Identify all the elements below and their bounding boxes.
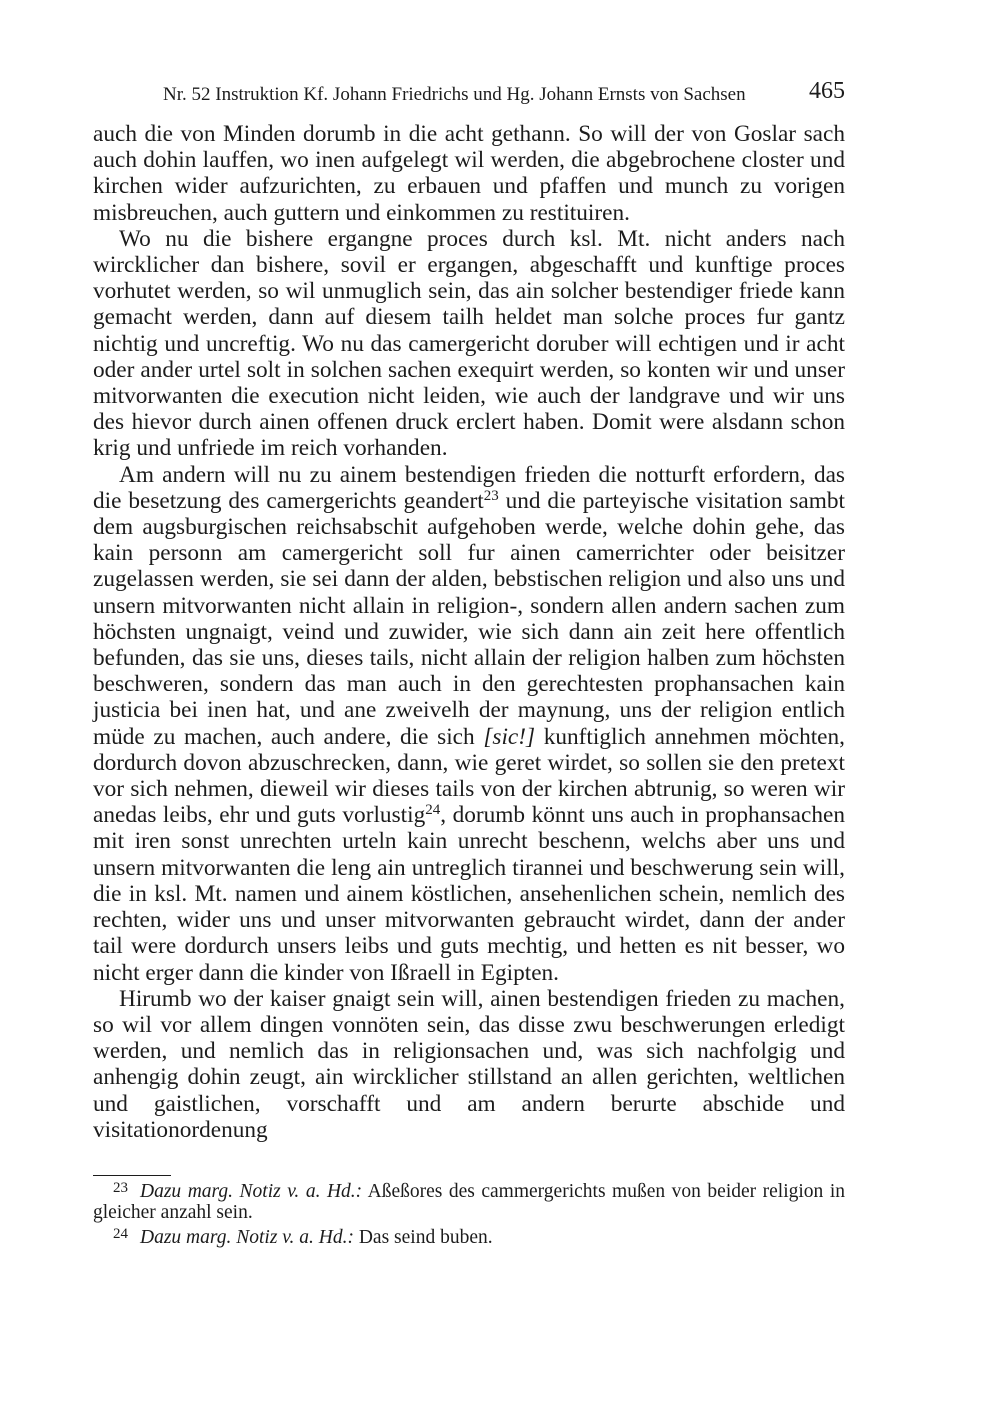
paragraph-3-text-d: , dorumb könnt uns auch in prophansachen mit iren sonst unrechten urteln kain unrecht beschenn, welchs aber uns und unsern mitvorwanten die leng ain untreglich tirannei und beschwerung sein will, die in ksl. Mt. namen und ainem köstlichen, ansehenlichen schein, nemlich des rechten, wider uns und unser mitvorwanten gebraucht wirdet, dann der ander tail were dordurch unsers leibs und guts mechtig, und hetten es nit besser, wo nicht erger dann die kinder von Ißraell in Egipten. <box>93 802 845 986</box>
main-text <box>93 121 845 1143</box>
paragraph-1: auch die von Minden dorumb in die acht gethann. So will der von Goslar sach auch dohin lauffen, wo inen aufgelegt wil werden, die abgebrochene closter und kirchen wider aufzurichten, zu erbauen und pfaffen und munch zu vorigen misbreuchen, auch guttern und einkommen zu restituiren. <box>93 121 845 226</box>
running-head-title: Nr. 52 Instruktion Kf. Johann Friedrichs und Hg. Johann Ernsts von Sachsen <box>163 84 746 105</box>
footnote-marker: Dazu marg. Notiz v. a. Hd.: <box>140 1227 354 1248</box>
paragraph-3 <box>93 462 845 986</box>
footnote-ref-23[interactable]: 23 <box>483 487 499 504</box>
footnote-23: 23 Dazu marg. Notiz v. a. Hd.: Aßeßores des cammergerichts mußen von beider religion in gleicher anzahl sein. <box>93 1180 845 1223</box>
paragraph-3-text-b: und die parteyische visitation sambt dem augsburgischen reichsabschit aufgehoben werde, welche dohin gehe, das kain personn am camergericht soll fur ainen camerrichter oder beisitzer zugelassen werden, sie sei dann der alden, bebstischen religion und also uns und unsern mitvorwanten nicht allain in religion-, sondern allen andern sachen zum höchsten ungnaigt, veind und zuwider, wie sich dann ain zeit here offentlich befunden, das sie uns, dieses tails, nicht allain der religion halben zum höchsten beschweren, sondern das man auch in den gerechtesten prophansachen kain justicia bei inen hat, und ane zweivelh der maynung, uns der religion entlich müde zu machen, auch andere, die sich <box>93 487 846 750</box>
footnote-text: Aßeßores des cammergerichts mußen von beider religion in gleicher anzahl sein. <box>93 1181 845 1223</box>
footnote-marker: Dazu marg. Notiz v. a. Hd.: <box>140 1181 363 1202</box>
footnotes <box>93 1181 845 1252</box>
paragraph-4: Hirumb wo der kaiser gnaigt sein will, ainen bestendigen frieden zu machen, so wil vor allem dingen vonnöten sein, das disse zwu beschwerungen erledigt werden, und nemlich das in religionsachen und, was sich nachfolgig und anhengig dohin zeugt, ain wircklicher stillstand an allen gerichten, weltlichen und gaistlichen, vorschafft und am andern berurte abschide und visitationordenung <box>93 985 845 1143</box>
footnote-ref-24[interactable]: 24 <box>425 802 441 819</box>
running-header <box>93 78 845 108</box>
paragraph-2: Wo nu die bishere ergangne proces durch ksl. Mt. nicht anders nach wircklicher dan bishere, sovil er ergangen, abgeschafft und kunftige proces vorhutet werden, so wil unmuglich sein, das ain solcher bestendiger friede kann gemacht werden, dann auf diesem tailh heldet man solche proces fur gantz nichtig und uncreftig. Wo nu das camergericht doruber will echtigen und ir acht oder ander urtel solt in solchen sachen exequirt werden, so konten wir und unser mitvorwanten die execution nicht leiden, wie auch der landgrave und wir uns des hievor durch ainen offenen druck erclert haben. Domit were alsdann schon krig und unfriede im reich vorhanden. <box>93 225 845 462</box>
footnote-divider <box>93 1175 171 1176</box>
page-number: 465 <box>809 78 845 104</box>
footnote-24: 24 Dazu marg. Notiz v. a. Hd.: Das seind buben. <box>113 1226 493 1248</box>
paragraph-3-text-a: Am andern will nu zu ainem bestendigen frieden die notturft erfordern, das die besetzung des camergerichts geandert <box>93 461 845 514</box>
paragraph-3-text-c: kunftiglich annehmen möchten, dordurch dovon abzuschrecken, dann, wie geret wirdet, so sollen sie den pretext vor sich nehmen, dieweil wir dieses tails von der kirchen abtrunig, so weren wir anedas leibs, ehr und guts vorlustig <box>93 723 846 829</box>
footnote-text: Das seind buben. <box>353 1227 493 1248</box>
sic-annotation: [sic!] <box>483 723 536 750</box>
